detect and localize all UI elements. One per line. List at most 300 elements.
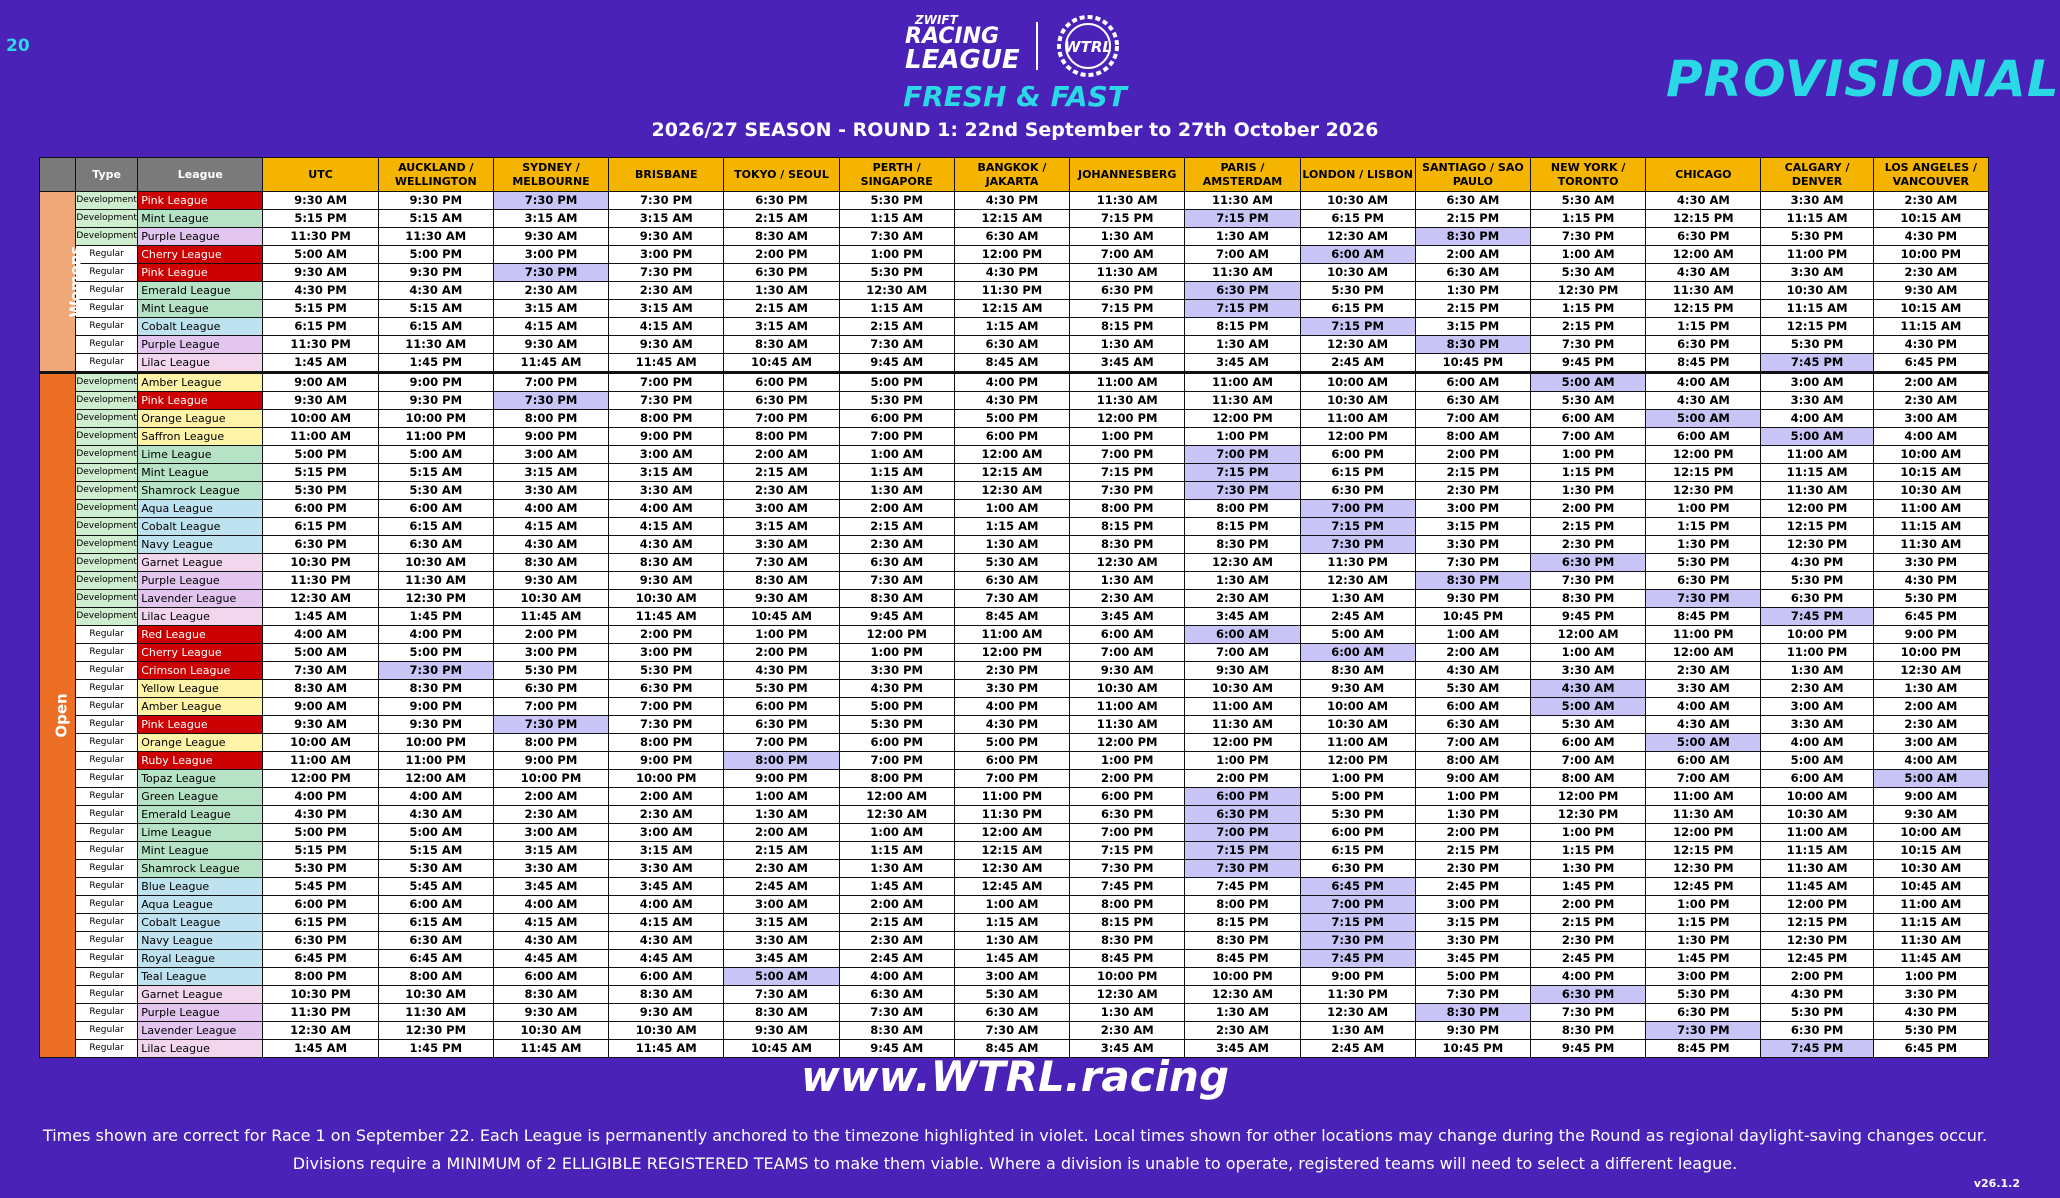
time-cell: 12:00 AM: [378, 770, 493, 788]
time-cell: 1:30 AM: [839, 860, 954, 878]
time-cell: 1:15 PM: [1531, 210, 1646, 228]
time-cell: 12:00 PM: [1646, 446, 1761, 464]
time-cell: 10:30 AM: [378, 554, 493, 572]
league-type: Development: [76, 554, 138, 572]
time-cell: 10:30 AM: [493, 1022, 608, 1040]
time-cell: 3:15 AM: [609, 842, 724, 860]
league-name: Cobalt League: [138, 318, 263, 336]
time-cell: 4:30 PM: [1761, 986, 1873, 1004]
time-cell: 4:30 PM: [839, 680, 954, 698]
time-cell: 1:30 AM: [1185, 336, 1300, 354]
league-name: Orange League: [138, 734, 263, 752]
time-cell: 12:00 PM: [954, 644, 1069, 662]
table-row: [40, 300, 1989, 318]
time-cell: 12:00 PM: [1531, 788, 1646, 806]
time-cell: 10:15 AM: [1873, 210, 1988, 228]
time-cell: 8:15 PM: [1185, 318, 1300, 336]
league-name: Mint League: [138, 210, 263, 228]
time-cell: 6:00 PM: [1300, 824, 1415, 842]
time-cell: 6:15 PM: [263, 318, 378, 336]
time-cell: 4:30 AM: [378, 282, 493, 300]
league-name: Yellow League: [138, 680, 263, 698]
table-row: [40, 428, 1989, 446]
time-cell: 1:30 AM: [1873, 680, 1988, 698]
time-cell: 11:30 AM: [1646, 282, 1761, 300]
table-row: [40, 878, 1989, 896]
time-cell: 3:45 AM: [724, 950, 839, 968]
time-cell: 3:15 PM: [1415, 518, 1530, 536]
time-cell: 5:00 PM: [954, 734, 1069, 752]
time-cell: 11:45 AM: [609, 354, 724, 373]
group-label-open: [40, 373, 76, 1058]
time-cell: 6:30 PM: [1070, 282, 1185, 300]
time-cell: 2:30 AM: [724, 482, 839, 500]
time-cell: 12:30 AM: [839, 282, 954, 300]
time-cell: 12:00 PM: [1300, 752, 1415, 770]
time-cell: 4:30 PM: [263, 282, 378, 300]
time-cell: 4:30 AM: [1646, 264, 1761, 282]
time-cell: 3:30 AM: [1761, 716, 1873, 734]
time-cell: 8:00 PM: [1185, 896, 1300, 914]
table-body: [40, 192, 1989, 1058]
website-url[interactable]: www.WTRL.racing: [800, 1052, 1230, 1101]
time-cell: 2:30 AM: [839, 932, 954, 950]
time-cell: 12:30 PM: [1761, 932, 1873, 950]
time-cell: 12:15 PM: [1761, 914, 1873, 932]
time-cell: 3:15 PM: [1415, 914, 1530, 932]
time-cell: 11:30 AM: [1761, 860, 1873, 878]
time-cell: 3:30 AM: [1761, 392, 1873, 410]
time-cell: 2:00 PM: [724, 644, 839, 662]
time-cell: 4:30 AM: [493, 536, 608, 554]
time-cell: 5:30 AM: [1531, 192, 1646, 210]
table-row: [40, 1004, 1989, 1022]
league-type: Regular: [76, 626, 138, 644]
time-cell: 5:00 AM: [263, 246, 378, 264]
time-cell: 10:00 AM: [1873, 824, 1988, 842]
anchor-time-cell: 5:00 AM: [1531, 373, 1646, 392]
anchor-time-cell: 8:30 PM: [1415, 572, 1530, 590]
header-blank: [40, 158, 76, 192]
table-row: [40, 410, 1989, 428]
anchor-time-cell: 7:30 PM: [378, 662, 493, 680]
time-cell: 2:45 PM: [1531, 950, 1646, 968]
time-cell: 9:30 AM: [609, 336, 724, 354]
table-row: [40, 608, 1989, 626]
time-cell: 6:45 PM: [1873, 608, 1988, 626]
time-cell: 5:45 PM: [263, 878, 378, 896]
time-cell: 6:15 PM: [1300, 210, 1415, 228]
time-cell: 8:45 PM: [1646, 1040, 1761, 1058]
league-type: Regular: [76, 914, 138, 932]
time-cell: 4:00 AM: [609, 896, 724, 914]
time-cell: 7:00 AM: [1070, 644, 1185, 662]
time-cell: 6:00 AM: [493, 968, 608, 986]
time-cell: 2:15 AM: [724, 300, 839, 318]
time-cell: 1:00 PM: [1646, 500, 1761, 518]
time-cell: 8:30 PM: [1531, 590, 1646, 608]
time-cell: 10:15 AM: [1873, 300, 1988, 318]
time-cell: 12:30 PM: [1531, 806, 1646, 824]
time-cell: 2:00 PM: [1761, 968, 1873, 986]
time-cell: 12:00 PM: [839, 626, 954, 644]
time-cell: 11:00 AM: [1070, 373, 1185, 392]
time-cell: 11:45 AM: [609, 1040, 724, 1058]
time-cell: 12:15 PM: [1646, 300, 1761, 318]
time-cell: 6:30 AM: [954, 572, 1069, 590]
league-type: Development: [76, 572, 138, 590]
time-cell: 4:30 AM: [1646, 716, 1761, 734]
table-row: [40, 373, 1989, 392]
time-cell: 4:45 AM: [493, 950, 608, 968]
anchor-time-cell: 8:30 PM: [1415, 336, 1530, 354]
time-cell: 1:15 PM: [1531, 300, 1646, 318]
time-cell: 7:30 AM: [839, 1004, 954, 1022]
anchor-time-cell: 7:30 PM: [493, 264, 608, 282]
time-cell: 8:30 AM: [724, 336, 839, 354]
time-cell: 9:00 PM: [493, 752, 608, 770]
table-row: [40, 950, 1989, 968]
time-cell: 11:00 AM: [1646, 788, 1761, 806]
time-cell: 8:00 AM: [1415, 752, 1530, 770]
time-cell: 1:30 AM: [1761, 662, 1873, 680]
table-row: [40, 968, 1989, 986]
time-cell: 11:00 AM: [263, 428, 378, 446]
time-cell: 8:15 PM: [1185, 914, 1300, 932]
time-cell: 12:30 AM: [1300, 572, 1415, 590]
time-cell: 11:15 AM: [1873, 914, 1988, 932]
time-cell: 11:30 AM: [1185, 392, 1300, 410]
time-cell: 3:00 AM: [954, 968, 1069, 986]
anchor-time-cell: 5:00 AM: [1646, 410, 1761, 428]
league-type: Regular: [76, 1004, 138, 1022]
time-cell: 2:30 AM: [1873, 716, 1988, 734]
time-cell: 10:00 PM: [493, 770, 608, 788]
time-cell: 7:00 PM: [493, 698, 608, 716]
time-cell: 9:30 AM: [609, 228, 724, 246]
league-name: Orange League: [138, 410, 263, 428]
time-cell: 11:30 PM: [263, 336, 378, 354]
anchor-time-cell: 7:30 PM: [1646, 590, 1761, 608]
time-cell: 3:00 PM: [609, 644, 724, 662]
time-cell: 9:00 PM: [724, 770, 839, 788]
anchor-time-cell: 7:30 PM: [493, 192, 608, 210]
time-cell: 3:00 AM: [609, 824, 724, 842]
league-name: Purple League: [138, 572, 263, 590]
league-name: Lilac League: [138, 1040, 263, 1058]
time-cell: 6:45 AM: [378, 950, 493, 968]
time-cell: 1:00 PM: [839, 246, 954, 264]
league-name: Mint League: [138, 842, 263, 860]
league-name: Mint League: [138, 300, 263, 318]
table-row: [40, 446, 1989, 464]
time-cell: 4:00 AM: [1873, 752, 1988, 770]
time-cell: 11:30 PM: [263, 572, 378, 590]
table-row: [40, 554, 1989, 572]
time-cell: 1:00 PM: [1415, 788, 1530, 806]
time-cell: 4:00 AM: [493, 500, 608, 518]
time-cell: 6:30 AM: [1415, 264, 1530, 282]
time-cell: 1:00 PM: [839, 644, 954, 662]
league-name: Emerald League: [138, 282, 263, 300]
time-cell: 5:00 PM: [263, 824, 378, 842]
time-cell: 11:00 PM: [1646, 626, 1761, 644]
time-cell: 12:00 PM: [1070, 410, 1185, 428]
time-cell: 5:30 AM: [1531, 264, 1646, 282]
time-cell: 12:00 PM: [263, 770, 378, 788]
time-cell: 11:00 PM: [1761, 644, 1873, 662]
time-cell: 9:30 AM: [609, 572, 724, 590]
time-cell: 1:15 AM: [954, 318, 1069, 336]
time-cell: 4:15 AM: [493, 318, 608, 336]
table-row: [40, 626, 1989, 644]
time-cell: 7:00 AM: [1531, 428, 1646, 446]
time-cell: 3:00 AM: [724, 896, 839, 914]
time-cell: 3:00 PM: [1415, 500, 1530, 518]
time-cell: 6:30 PM: [1646, 572, 1761, 590]
time-cell: 12:15 PM: [1761, 318, 1873, 336]
time-cell: 4:15 AM: [609, 318, 724, 336]
time-cell: 9:00 PM: [609, 752, 724, 770]
time-cell: 9:00 AM: [1873, 788, 1988, 806]
time-cell: 6:00 PM: [724, 373, 839, 392]
time-cell: 5:30 PM: [1761, 228, 1873, 246]
league-type: Development: [76, 536, 138, 554]
time-cell: 2:45 AM: [724, 878, 839, 896]
league-name: Garnet League: [138, 554, 263, 572]
time-cell: 3:30 PM: [1873, 986, 1988, 1004]
time-cell: 7:30 PM: [609, 716, 724, 734]
league-name: Purple League: [138, 228, 263, 246]
time-cell: 1:00 PM: [1531, 446, 1646, 464]
table-row: [40, 680, 1989, 698]
league-type: Development: [76, 518, 138, 536]
league-type: Development: [76, 500, 138, 518]
time-cell: 6:30 PM: [1646, 1004, 1761, 1022]
time-cell: 11:30 AM: [378, 1004, 493, 1022]
time-cell: 2:30 AM: [1873, 392, 1988, 410]
time-cell: 12:00 PM: [1761, 500, 1873, 518]
time-cell: 2:00 AM: [839, 500, 954, 518]
table-row: [40, 482, 1989, 500]
time-cell: 2:30 PM: [1415, 860, 1530, 878]
time-cell: 10:30 AM: [1761, 282, 1873, 300]
time-cell: 1:30 AM: [954, 536, 1069, 554]
time-cell: 2:45 AM: [1300, 1040, 1415, 1058]
table-row: [40, 590, 1989, 608]
group-label-text: Womens: [66, 245, 85, 318]
header-timezone: SANTIAGO / SAO PAULO: [1415, 158, 1530, 192]
header-timezone: LOS ANGELES / VANCOUVER: [1873, 158, 1988, 192]
time-cell: 7:15 PM: [1070, 464, 1185, 482]
time-cell: 6:00 AM: [1531, 410, 1646, 428]
time-cell: 7:00 AM: [1070, 246, 1185, 264]
time-cell: 1:00 AM: [1531, 246, 1646, 264]
time-cell: 1:30 AM: [1300, 590, 1415, 608]
time-cell: 1:30 AM: [1070, 228, 1185, 246]
time-cell: 7:30 AM: [839, 572, 954, 590]
header-timezone: LONDON / LISBON: [1300, 158, 1415, 192]
time-cell: 6:00 PM: [1070, 788, 1185, 806]
time-cell: 9:45 PM: [1531, 1040, 1646, 1058]
time-cell: 7:00 PM: [954, 770, 1069, 788]
logo-racing-text: RACING: [905, 24, 1000, 49]
time-cell: 6:15 AM: [378, 318, 493, 336]
time-cell: 8:00 AM: [1531, 770, 1646, 788]
league-type: Regular: [76, 1022, 138, 1040]
time-cell: 11:30 PM: [1300, 554, 1415, 572]
time-cell: 12:30 AM: [1185, 986, 1300, 1004]
time-cell: 9:30 AM: [724, 1022, 839, 1040]
time-cell: 5:30 PM: [493, 662, 608, 680]
time-cell: 5:30 AM: [1531, 716, 1646, 734]
time-cell: 3:45 AM: [1185, 1040, 1300, 1058]
time-cell: 4:30 PM: [954, 192, 1069, 210]
time-cell: 5:15 AM: [378, 842, 493, 860]
anchor-time-cell: 8:30 PM: [1415, 1004, 1530, 1022]
anchor-time-cell: 7:30 PM: [1646, 1022, 1761, 1040]
time-cell: 3:45 AM: [1070, 354, 1185, 373]
anchor-time-cell: 5:00 AM: [724, 968, 839, 986]
time-cell: 1:00 PM: [1873, 968, 1988, 986]
time-cell: 11:00 AM: [1070, 698, 1185, 716]
time-cell: 9:00 PM: [493, 428, 608, 446]
table-row: [40, 264, 1989, 282]
time-cell: 1:30 PM: [1531, 482, 1646, 500]
division-note: Divisions require a MINIMUM of 2 ELLIGIBLE REGISTERED TEAMS to make them viable. Where a division is unable to operate, registered teams will need to select a different league.: [292, 1154, 1738, 1173]
league-name: Purple League: [138, 336, 263, 354]
time-cell: 10:30 AM: [609, 590, 724, 608]
time-cell: 5:15 PM: [263, 210, 378, 228]
table-row: [40, 932, 1989, 950]
time-cell: 2:45 AM: [1300, 608, 1415, 626]
time-cell: 12:15 PM: [1646, 842, 1761, 860]
time-cell: 2:00 PM: [724, 246, 839, 264]
time-cell: 6:30 PM: [724, 392, 839, 410]
time-cell: 10:00 AM: [1761, 788, 1873, 806]
header-timezone: CHICAGO: [1646, 158, 1761, 192]
time-cell: 7:30 AM: [839, 336, 954, 354]
league-name: Green League: [138, 788, 263, 806]
time-cell: 2:15 AM: [724, 842, 839, 860]
anchor-time-cell: 6:30 PM: [1531, 554, 1646, 572]
time-cell: 12:30 AM: [1070, 554, 1185, 572]
time-cell: 7:30 PM: [1070, 482, 1185, 500]
time-cell: 6:45 PM: [263, 950, 378, 968]
time-cell: 12:00 AM: [839, 788, 954, 806]
time-cell: 7:30 PM: [609, 392, 724, 410]
league-type: Regular: [76, 680, 138, 698]
time-cell: 9:00 PM: [1873, 626, 1988, 644]
time-cell: 7:00 AM: [1415, 734, 1530, 752]
anchor-time-cell: 6:30 PM: [1531, 986, 1646, 1004]
time-cell: 10:45 AM: [724, 354, 839, 373]
time-cell: 12:00 PM: [1300, 428, 1415, 446]
provisional-label: PROVISIONAL: [1666, 50, 2060, 108]
time-cell: 9:30 AM: [263, 192, 378, 210]
time-cell: 4:30 AM: [1415, 662, 1530, 680]
table-row: [40, 788, 1989, 806]
time-cell: 7:00 PM: [1070, 446, 1185, 464]
time-cell: 2:30 PM: [1415, 482, 1530, 500]
time-cell: 8:30 AM: [263, 680, 378, 698]
time-cell: 3:00 AM: [609, 446, 724, 464]
time-cell: 2:15 PM: [1531, 914, 1646, 932]
time-cell: 1:45 PM: [378, 354, 493, 373]
time-cell: 12:00 AM: [1531, 626, 1646, 644]
time-cell: 4:30 PM: [954, 264, 1069, 282]
logo-league-text: LEAGUE: [905, 45, 1020, 75]
league-name: Shamrock League: [138, 482, 263, 500]
time-cell: 10:00 PM: [1873, 644, 1988, 662]
time-cell: 9:30 AM: [493, 228, 608, 246]
time-cell: 6:30 PM: [263, 932, 378, 950]
time-cell: 1:00 AM: [1415, 626, 1530, 644]
time-cell: 12:00 PM: [1070, 734, 1185, 752]
table-row: [40, 192, 1989, 210]
league-name: Cobalt League: [138, 914, 263, 932]
time-cell: 5:30 AM: [1415, 680, 1530, 698]
header-timezone: PARIS / AMSTERDAM: [1185, 158, 1300, 192]
time-cell: 4:30 AM: [609, 932, 724, 950]
time-cell: 2:00 AM: [839, 896, 954, 914]
table-row: [40, 716, 1989, 734]
time-cell: 4:30 AM: [1646, 192, 1761, 210]
league-type: Regular: [76, 806, 138, 824]
time-cell: 2:15 PM: [1415, 210, 1530, 228]
time-cell: 1:15 AM: [839, 300, 954, 318]
time-cell: 12:15 AM: [954, 842, 1069, 860]
time-cell: 8:00 PM: [609, 734, 724, 752]
time-cell: 2:00 PM: [1531, 500, 1646, 518]
time-cell: 6:15 PM: [263, 914, 378, 932]
time-cell: 11:00 PM: [378, 752, 493, 770]
league-name: Emerald League: [138, 806, 263, 824]
league-name: Lilac League: [138, 608, 263, 626]
time-cell: 6:30 PM: [1300, 860, 1415, 878]
time-cell: 7:00 PM: [609, 373, 724, 392]
time-cell: 7:30 AM: [724, 554, 839, 572]
time-cell: 10:30 AM: [1070, 680, 1185, 698]
time-cell: 2:15 PM: [1531, 518, 1646, 536]
anchor-time-cell: 7:30 PM: [1300, 932, 1415, 950]
time-cell: 7:30 AM: [839, 228, 954, 246]
time-cell: 4:30 PM: [1873, 228, 1988, 246]
time-cell: 12:30 AM: [954, 860, 1069, 878]
time-cell: 6:00 PM: [839, 410, 954, 428]
league-name: Lime League: [138, 824, 263, 842]
league-type: Regular: [76, 878, 138, 896]
time-cell: 4:30 AM: [609, 536, 724, 554]
table-row: [40, 662, 1989, 680]
table-row: [40, 536, 1989, 554]
time-cell: 12:00 PM: [1646, 824, 1761, 842]
time-cell: 5:30 AM: [378, 860, 493, 878]
time-cell: 11:00 AM: [1761, 824, 1873, 842]
league-type: Regular: [76, 734, 138, 752]
league-type: Development: [76, 210, 138, 228]
time-cell: 3:30 PM: [1415, 932, 1530, 950]
league-type: Development: [76, 590, 138, 608]
time-cell: 8:30 PM: [1070, 932, 1185, 950]
league-type: Regular: [76, 842, 138, 860]
time-cell: 7:15 PM: [1070, 210, 1185, 228]
time-cell: 10:30 AM: [1185, 680, 1300, 698]
league-type: Development: [76, 410, 138, 428]
time-cell: 10:45 AM: [1873, 878, 1988, 896]
time-cell: 5:30 PM: [839, 716, 954, 734]
time-cell: 3:15 PM: [1415, 318, 1530, 336]
